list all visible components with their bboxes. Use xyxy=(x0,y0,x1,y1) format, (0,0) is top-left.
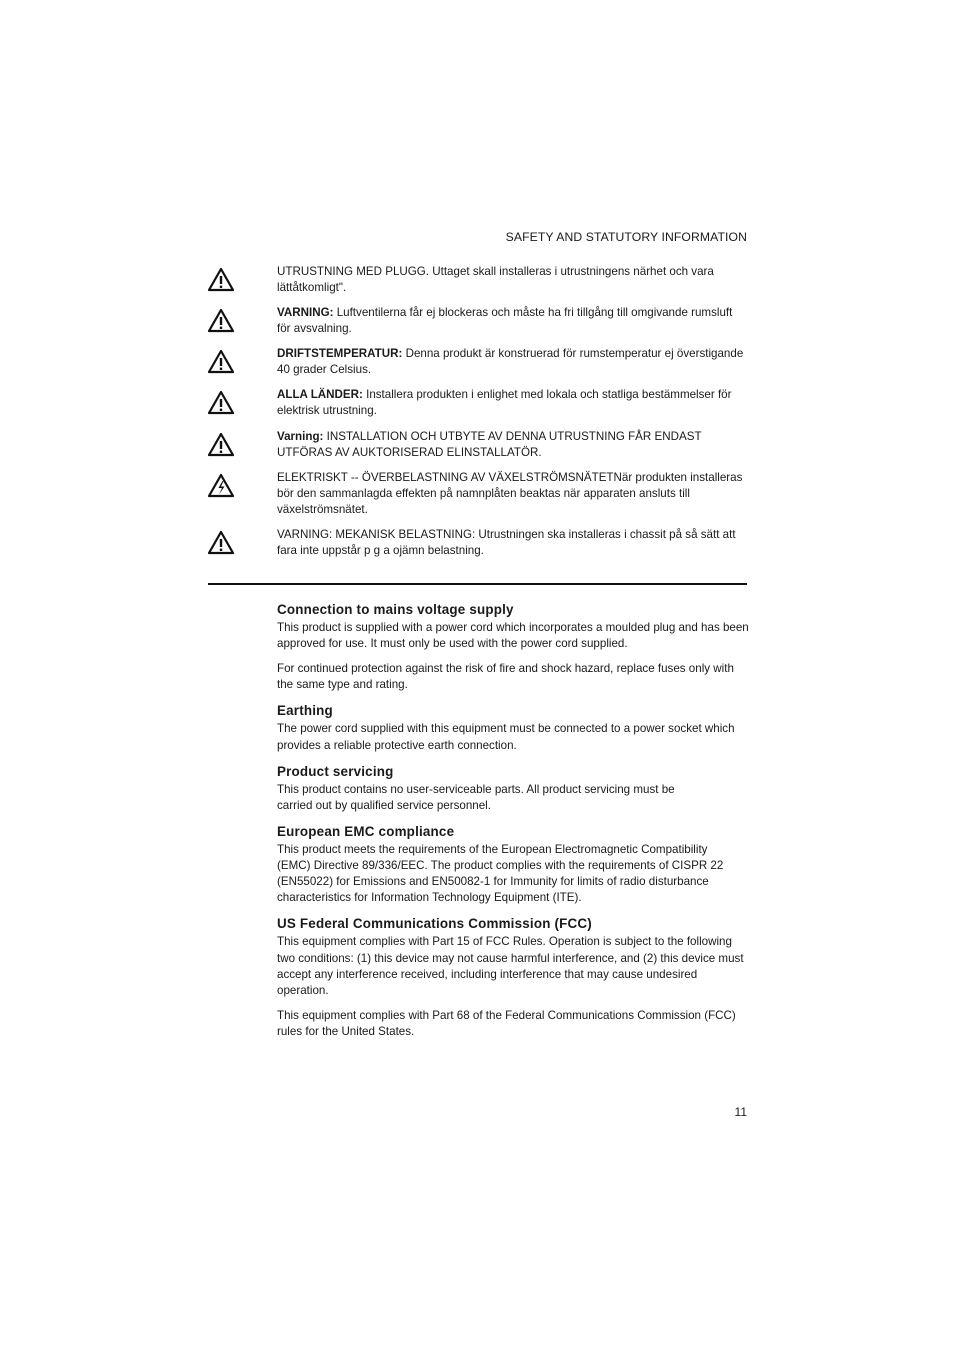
section-heading: Product servicing xyxy=(277,763,394,779)
section-paragraph: This equipment complies with Part 68 of the Federal Communications Commission (FCC) rules for the United States. xyxy=(277,1009,736,1039)
section-paragraph: This equipment complies with Part 15 of FCC Rules. Operation is subject to the following two conditions: (1) this device may not cause harmful interference, and (2) this device must accept any interference received, including interference that may cause undesired operation. xyxy=(277,935,744,998)
page-header: SAFETY AND STATUTORY INFORMATION xyxy=(505,230,747,244)
warning-triangle-icon xyxy=(207,308,235,334)
section-divider xyxy=(208,583,747,585)
warning-text: ALLA LÄNDER: Installera produkten i enlighet med lokala och statliga bestämmelser för elektrisk utrustning. xyxy=(277,388,732,418)
warning-triangle-icon xyxy=(207,390,235,416)
statutory-sections xyxy=(277,601,749,1049)
section-heading: Earthing xyxy=(277,703,333,719)
warning-text: DRIFTSTEMPERATUR: Denna produkt är konstruerad för rumstemperatur ej överstigande 40 grader Celsius. xyxy=(277,347,744,377)
section-product-servicing xyxy=(277,763,749,814)
section-paragraph: This product is supplied with a power cord which incorporates a moulded plug and has been approved for use. It must only be used with the power cord supplied. xyxy=(277,621,749,651)
electrical-hazard-icon xyxy=(207,473,235,499)
warning-triangle-icon xyxy=(207,349,235,375)
page-number: 11 xyxy=(734,1105,747,1119)
section-heading: Connection to mains voltage supply xyxy=(277,602,514,617)
warning-triangle-icon xyxy=(207,530,235,556)
section-emc-compliance xyxy=(277,823,749,907)
section-paragraph: This product meets the requirements of the European Electromagnetic Compatibility (EMC) Directive 89/336/EEC. The product complies with the requirements of CISPR 22 (EN55022) for Emissions and EN50082-1 for Immunity for limits of radio disturbance characteristics for Information Technology Equipment (ITE). xyxy=(277,842,724,905)
warning-triangle-icon xyxy=(207,432,235,458)
section-paragraph: This product contains no user-serviceable parts. All product servicing must be carried out by qualified service personnel. xyxy=(277,782,675,812)
warning-text: ELEKTRISKT -- ÖVERBELASTNING AV VÄXELSTRÖMSNÄTETNär produkten installeras bör den sammanlagda effekten på namnplåten beaktas när apparaten ansluts till växelströmsnätet. xyxy=(277,471,743,517)
section-mains-voltage xyxy=(277,601,749,694)
section-heading: US Federal Communications Commission (FCC) xyxy=(277,916,592,932)
warning-triangle-icon xyxy=(207,267,235,293)
section-heading: European EMC compliance xyxy=(277,823,455,839)
warning-text: Varning: INSTALLATION OCH UTBYTE AV DENNA UTRUSTNING FÅR ENDAST UTFÖRAS AV AUKTORISERAD ELINSTALLATÖR. xyxy=(277,430,702,460)
warning-text: UTRUSTNING MED PLUGG. Uttaget skall installeras i utrustningens närhet och vara lättåtkomligt". xyxy=(277,265,714,295)
section-earthing xyxy=(277,702,749,753)
warning-text: VARNING: Luftventilerna får ej blockeras och måste ha fri tillgång till omgivande rumsluft för avsvalning. xyxy=(277,306,733,336)
warning-text: VARNING: MEKANISK BELASTNING: Utrustningen ska installeras i chassit på så sätt att fara inte uppstår p g a ojämn belastning. xyxy=(277,528,736,558)
section-paragraph: For continued protection against the risk of fire and shock hazard, replace fuses only with the same type and rating. xyxy=(277,662,734,692)
section-fcc xyxy=(277,915,749,1040)
section-paragraph: The power cord supplied with this equipment must be connected to a power socket which provides a reliable protective earth connection. xyxy=(277,722,735,752)
